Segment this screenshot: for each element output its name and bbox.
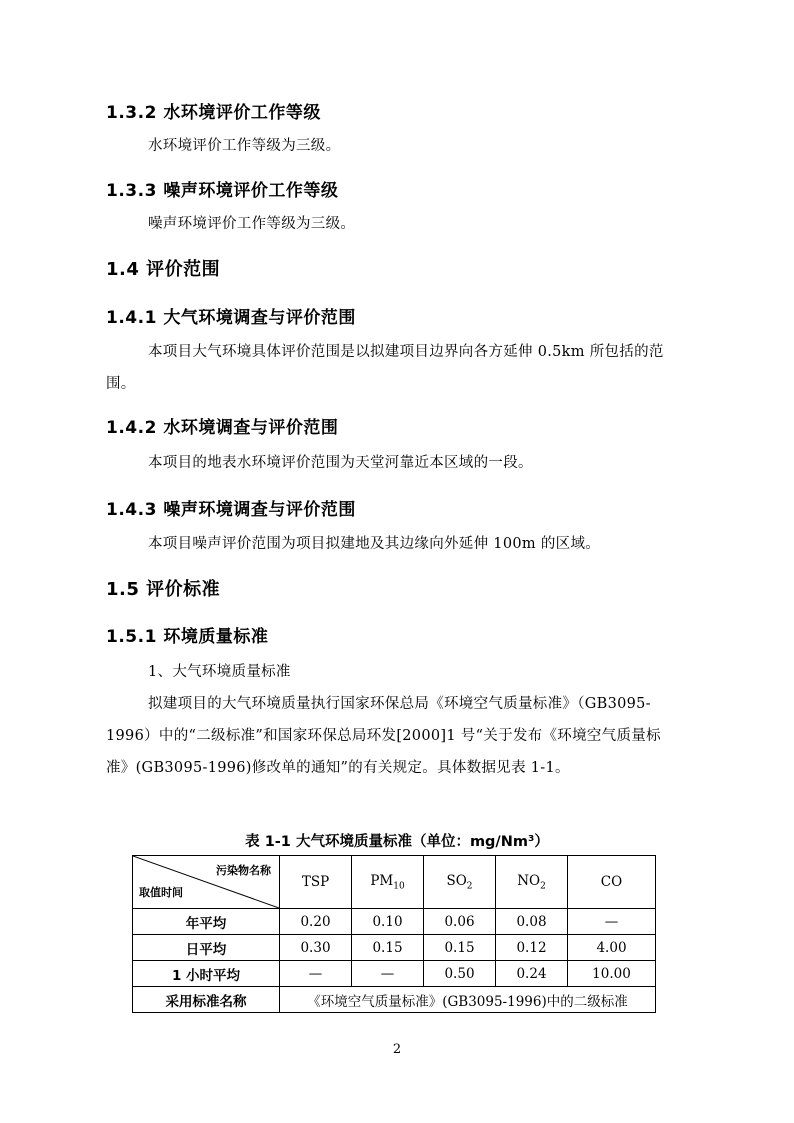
footer-value: 《环境空气质量标准》(GB3095-1996)中的二级标准: [280, 987, 656, 1013]
table-cell: 0.30: [280, 935, 352, 961]
table-row: [133, 909, 656, 935]
heading-1-5-1: 1.5.1 环境质量标准: [106, 627, 269, 647]
table-cell: 0.06: [424, 909, 496, 935]
paragraph: 拟建项目的大气环境质量执行国家环保总局《环境空气质量标准》（GB3095-1996）中的“二级标准”和国家环保总局环发[2000]1 号“关于发布《环境空气质量标准》(GB3095-1996)修改单的通知”的有关规定。具体数据见表 1-1。: [106, 696, 661, 776]
diag-bottom-label: 取值时间: [139, 886, 183, 899]
paragraph: 本项目的地表水环境评价范围为天堂河靠近本区域的一段。: [148, 455, 533, 471]
table-cell: 0.15: [352, 935, 424, 961]
table-cell: 0.20: [280, 909, 352, 935]
table-cell: 0.08: [496, 909, 568, 935]
table-cell: 0.24: [496, 961, 568, 987]
paragraph: 噪声环境评价工作等级为三级。: [148, 216, 356, 232]
table-cell: 10.00: [568, 961, 656, 987]
header-so2: $SO_2$: [424, 856, 496, 909]
table-row: [133, 935, 656, 961]
table-cell: —: [568, 909, 656, 935]
header-pm10: $PM_{10}$: [352, 856, 424, 909]
table-cell: 0.15: [424, 935, 496, 961]
heading-1-4-2: 1.4.2 水环境调查与评价范围: [106, 418, 339, 438]
header-co: CO: [568, 856, 656, 909]
table-cell: 0.12: [496, 935, 568, 961]
header-no2: $NO_2$: [496, 856, 568, 909]
heading-1-3-3: 1.3.3 噪声环境评价工作等级: [106, 181, 339, 201]
table-cell: 0.10: [352, 909, 424, 935]
table-cell: 0.50: [424, 961, 496, 987]
table-row: [133, 961, 656, 987]
header-tsp: TSP: [280, 856, 352, 909]
table-cell: 4.00: [568, 935, 656, 961]
diagonal-header-cell: [133, 856, 280, 909]
heading-1-5: 1.5 评价标准: [106, 579, 221, 600]
table-caption: 表 1-1 大气环境质量标准（单位：mg/Nm³）: [245, 834, 549, 850]
table-footer-row: [133, 987, 656, 1013]
heading-1-4: 1.4 评价范围: [106, 259, 221, 280]
table-cell: —: [280, 961, 352, 987]
row-label: 1 小时平均: [133, 961, 280, 987]
list-item: 1、大气环境质量标准: [148, 664, 291, 680]
paragraph: 水环境评价工作等级为三级。: [148, 138, 341, 154]
table-header-row: [133, 856, 656, 909]
diag-top-label: 污染物名称: [216, 864, 271, 877]
row-label: 年平均: [133, 909, 280, 935]
table-cell: —: [352, 961, 424, 987]
air-quality-table: [132, 855, 656, 1013]
heading-1-4-3: 1.4.3 噪声环境调查与评价范围: [106, 500, 356, 520]
heading-1-4-1: 1.4.1 大气环境调查与评价范围: [106, 308, 356, 328]
paragraph: 本项目噪声评价范围为项目拟建地及其边缘向外延伸 100m 的区域。: [148, 536, 601, 552]
footer-label: 采用标准名称: [133, 987, 280, 1013]
heading-1-3-2: 1.3.2 水环境评价工作等级: [106, 103, 321, 123]
page-number: 2: [392, 1042, 402, 1057]
paragraph: 本项目大气环境具体评价范围是以拟建项目边界向各方延伸 0.5km 所包括的范围。: [106, 344, 664, 392]
row-label: 日平均: [133, 935, 280, 961]
